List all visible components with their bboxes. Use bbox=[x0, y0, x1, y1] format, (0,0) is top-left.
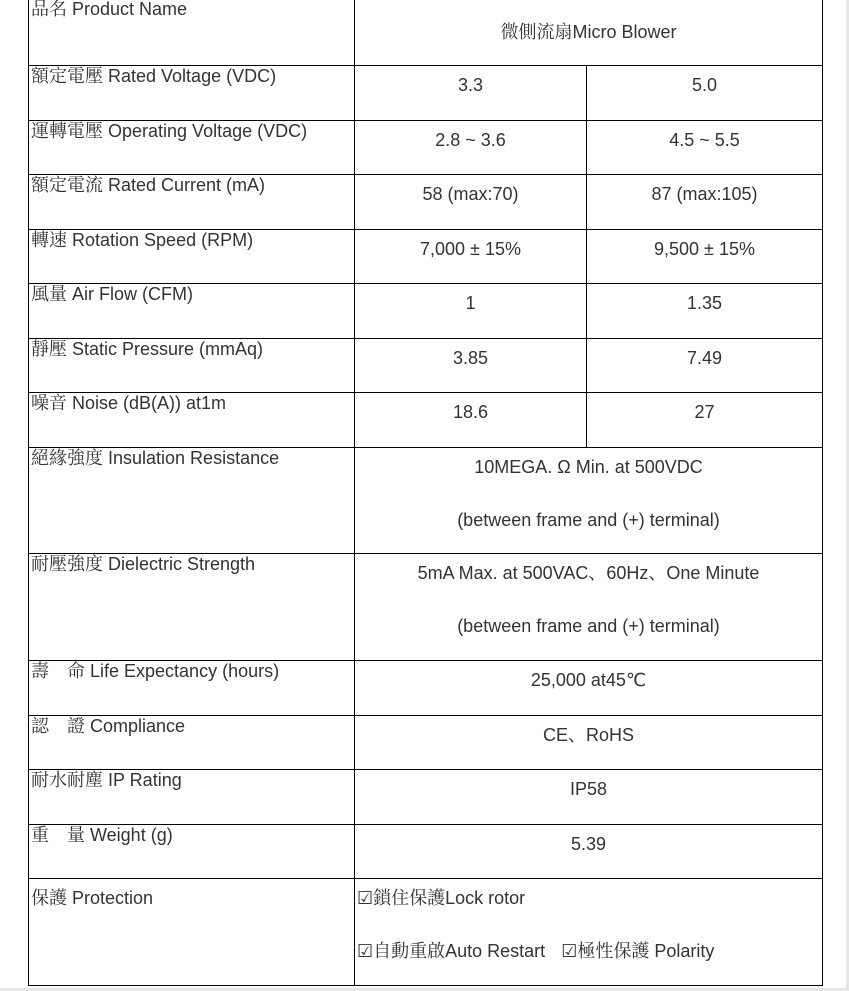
weight-value: 5.39 bbox=[570, 834, 607, 854]
spec-table bbox=[28, 0, 823, 986]
value-cell bbox=[355, 825, 823, 879]
table-row bbox=[29, 230, 823, 284]
noise-label: 噪音 Noise (dB(A)) at1m bbox=[31, 393, 227, 413]
life-label: 壽 命 Life Expectancy (hours) bbox=[31, 661, 280, 681]
table-row bbox=[29, 339, 823, 393]
operating-voltage-value-1: 2.8 ~ 3.6 bbox=[435, 130, 506, 150]
air-flow-value-1: 1 bbox=[465, 293, 476, 313]
label-cell bbox=[29, 879, 355, 986]
compliance-label: 認 證 Compliance bbox=[31, 716, 186, 736]
operating-voltage-label: 運轉電壓 Operating Voltage (VDC) bbox=[31, 121, 308, 141]
protection-line-2 bbox=[355, 908, 822, 961]
insulation-value-line-2: (between frame and (+) terminal) bbox=[457, 510, 720, 530]
label-cell bbox=[29, 770, 355, 825]
value-cell bbox=[587, 121, 823, 175]
value-cell bbox=[355, 121, 587, 175]
table-row bbox=[29, 770, 823, 825]
label-cell bbox=[29, 393, 355, 448]
compliance-value: CE、RoHS bbox=[542, 725, 635, 745]
ip-rating-label: 耐水耐塵 IP Rating bbox=[31, 770, 182, 790]
value-cell bbox=[355, 175, 587, 230]
label-cell bbox=[29, 284, 355, 339]
value-cell bbox=[355, 770, 823, 825]
table-row bbox=[29, 393, 823, 448]
value-cell bbox=[587, 284, 823, 339]
product-name-label: 品名 Product Name bbox=[31, 0, 188, 19]
value-cell bbox=[355, 339, 587, 393]
static-pressure-value-2: 7.49 bbox=[686, 348, 723, 368]
rated-current-value-1: 58 (max:70) bbox=[422, 184, 519, 204]
rotation-speed-label: 轉速 Rotation Speed (RPM) bbox=[31, 230, 254, 250]
noise-value-1: 18.6 bbox=[452, 402, 489, 422]
rated-voltage-label: 額定電壓 Rated Voltage (VDC) bbox=[31, 66, 277, 86]
table-row bbox=[29, 554, 823, 661]
value-cell bbox=[355, 66, 587, 121]
weight-label: 重 量 Weight (g) bbox=[31, 825, 173, 845]
ip-rating-value: IP58 bbox=[569, 779, 608, 799]
value-cell bbox=[587, 230, 823, 284]
rated-voltage-value-2: 5.0 bbox=[691, 75, 718, 95]
rated-current-value-2: 87 (max:105) bbox=[651, 184, 758, 204]
dielectric-label: 耐壓強度 Dielectric Strength bbox=[31, 554, 256, 574]
label-cell bbox=[29, 0, 355, 66]
product-name-value: 微側流扇Micro Blower bbox=[500, 22, 677, 42]
label-cell bbox=[29, 825, 355, 879]
noise-value-2: 27 bbox=[694, 402, 715, 422]
table-row bbox=[29, 66, 823, 121]
air-flow-value-2: 1.35 bbox=[686, 293, 723, 313]
value-cell bbox=[587, 339, 823, 393]
table-row bbox=[29, 879, 823, 986]
static-pressure-value-1: 3.85 bbox=[452, 348, 489, 368]
table-row bbox=[29, 448, 823, 554]
value-cell bbox=[355, 284, 587, 339]
label-cell bbox=[29, 339, 355, 393]
table-row bbox=[29, 175, 823, 230]
protection-label: 保護 Protection bbox=[31, 888, 154, 908]
label-cell bbox=[29, 716, 355, 770]
label-cell bbox=[29, 661, 355, 716]
rotation-speed-value-2: 9,500 ± 15% bbox=[654, 239, 755, 259]
table-row bbox=[29, 284, 823, 339]
value-cell bbox=[587, 393, 823, 448]
insulation-value-line-1: 10MEGA. Ω Min. at 500VDC bbox=[474, 457, 703, 477]
protection-lock-rotor-text: ☑鎖住保護Lock rotor bbox=[357, 888, 526, 908]
table-row bbox=[29, 716, 823, 770]
value-cell bbox=[355, 661, 823, 716]
static-pressure-label: 靜壓 Static Pressure (mmAq) bbox=[31, 339, 264, 359]
value-cell bbox=[587, 175, 823, 230]
rotation-speed-value-1: 7,000 ± 15% bbox=[420, 239, 521, 259]
value-cell bbox=[355, 230, 587, 284]
table-row bbox=[29, 0, 823, 66]
table-row bbox=[29, 661, 823, 716]
table-row bbox=[29, 121, 823, 175]
air-flow-label: 風量 Air Flow (CFM) bbox=[31, 284, 193, 304]
value-cell bbox=[587, 66, 823, 121]
label-cell bbox=[29, 66, 355, 121]
protection-polarity-text: ☑極性保護 Polarity bbox=[561, 941, 715, 961]
rated-voltage-value-1: 3.3 bbox=[457, 75, 484, 95]
value-cell bbox=[355, 554, 823, 661]
operating-voltage-value-2: 4.5 ~ 5.5 bbox=[669, 130, 740, 150]
protection-lock-rotor bbox=[355, 879, 822, 908]
value-cell bbox=[355, 716, 823, 770]
table-row bbox=[29, 825, 823, 879]
label-cell bbox=[29, 121, 355, 175]
label-cell bbox=[29, 554, 355, 661]
value-cell bbox=[355, 393, 587, 448]
dielectric-value-line-2: (between frame and (+) terminal) bbox=[457, 616, 720, 636]
life-value: 25,000 at45℃ bbox=[530, 670, 647, 690]
label-cell bbox=[29, 175, 355, 230]
insulation-label: 絕緣強度 Insulation Resistance bbox=[31, 448, 280, 468]
dielectric-value-line-1: 5mA Max. at 500VAC、60Hz、One Minute bbox=[417, 563, 760, 583]
protection-auto-restart-text: ☑自動重啟Auto Restart bbox=[357, 941, 546, 961]
label-cell bbox=[29, 448, 355, 554]
value-cell bbox=[355, 448, 823, 554]
rated-current-label: 額定電流 Rated Current (mA) bbox=[31, 175, 266, 195]
value-cell bbox=[355, 0, 823, 66]
value-cell bbox=[355, 879, 823, 986]
label-cell bbox=[29, 230, 355, 284]
